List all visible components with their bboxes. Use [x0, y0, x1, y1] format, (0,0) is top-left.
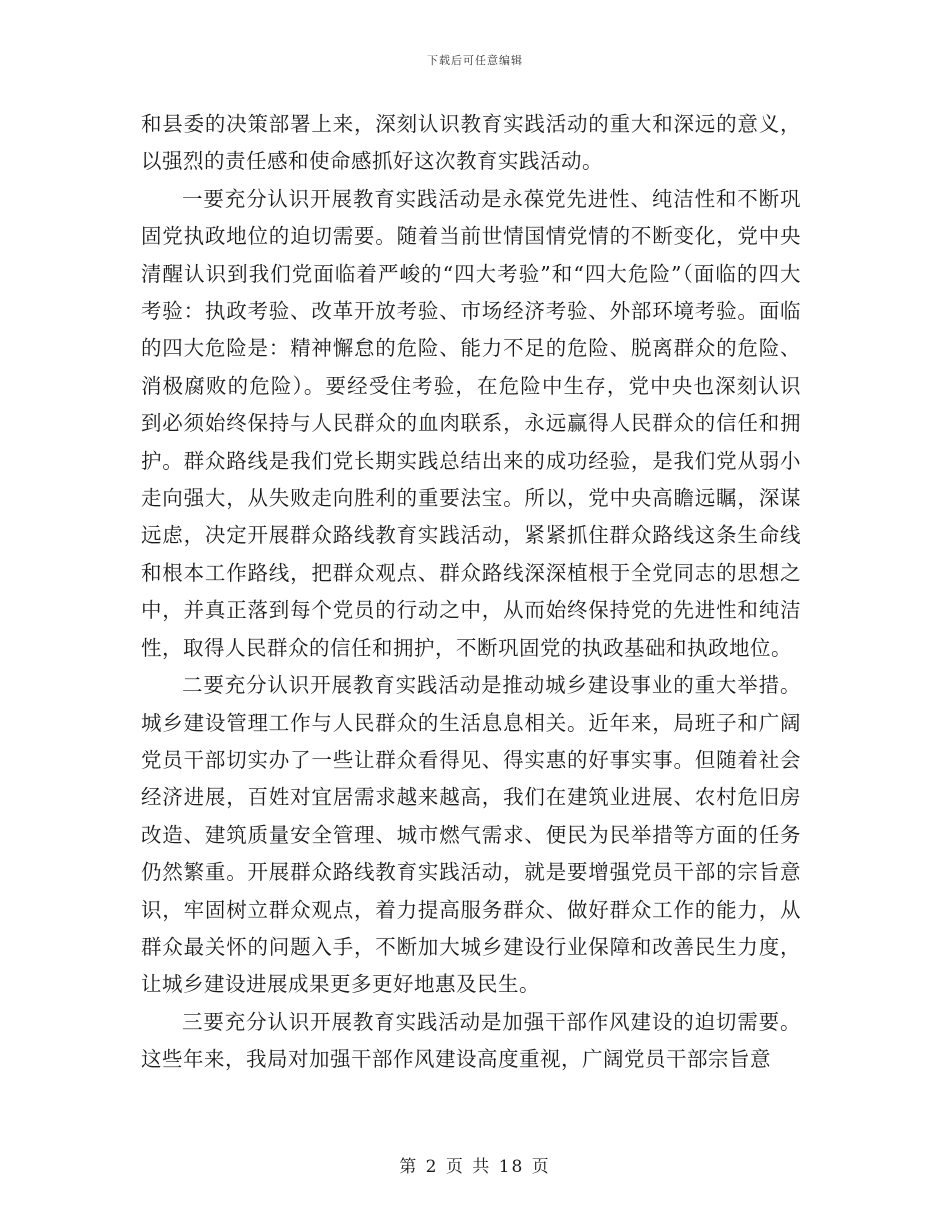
paragraph-2: 一要充分认识开展教育实践活动是永葆党先进性、纯洁性和不断巩固党执政地位的迫切需要。随着当前世情国情党情的不断变化，党中央清醒认识到我们党面临着严峻的“四大考验”和“四大危险”（面临的四大考验：执政考验、改革开放考验、市场经济考验、外部环境考验。面临的四大危险是：精神懈怠的危险、能力不足的危险、脱离群众的危险、消极腐败的危险）。要经受住考验，在危险中生存，党中央也深刻认识到必须始终保持与人民群众的血肉联系，永远赢得人民群众的信任和拥护。群众路线是我们党长期实践总结出来的成功经验，是我们党从弱小走向强大，从失败走向胜利的重要法宝。所以，党中央高瞻远瞩，深谋远虑，决定开展群众路线教育实践活动，紧紧抓住群众路线这条生命线和根本工作路线，把群众观点、群众路线深深植根于全党同志的思想之中，并真正落到每个党员的行动之中，从而始终保持党的先进性和纯洁性，取得人民群众的信任和拥护，不断巩固党的执政基础和执政地位。 — [141, 186, 801, 660]
page-number-footer: 第 2 页 共 18 页 — [399, 1157, 551, 1177]
paragraph-1: 和县委的决策部署上来，深刻认识教育实践活动的重大和深远的意义，以强烈的责任感和使命感抓好这次教育实践活动。 — [141, 112, 801, 174]
paragraph-4: 三要充分认识开展教育实践活动是加强干部作风建设的迫切需要。这些年来，我局对加强干部作风建设高度重视，广阔党员干部宗旨意 — [141, 1009, 801, 1072]
paragraph-3: 二要充分认识开展教育实践活动是推动城乡建设事业的重大举措。城乡建设管理工作与人民群众的生活息息相关。近年来，局班子和广阔党员干部切实办了一些让群众看得见、得实惠的好事实事。但随着社会经济进展，百姓对宜居需求越来越高，我们在建筑业进展、农村危旧房改造、建筑质量安全管理、城市燃气需求、便民为民举措等方面的任务仍然繁重。开展群众路线教育实践活动，就是要增强党员干部的宗旨意识，牢固树立群众观点，着力提高服务群众、做好群众工作的能力，从群众最关怀的问题入手，不断加大城乡建设行业保障和改善民生力度，让城乡建设进展成果更多更好地惠及民生。 — [141, 673, 801, 997]
page-header: 下载后可任意编辑 — [427, 54, 523, 67]
body-text — [141, 106, 801, 1079]
